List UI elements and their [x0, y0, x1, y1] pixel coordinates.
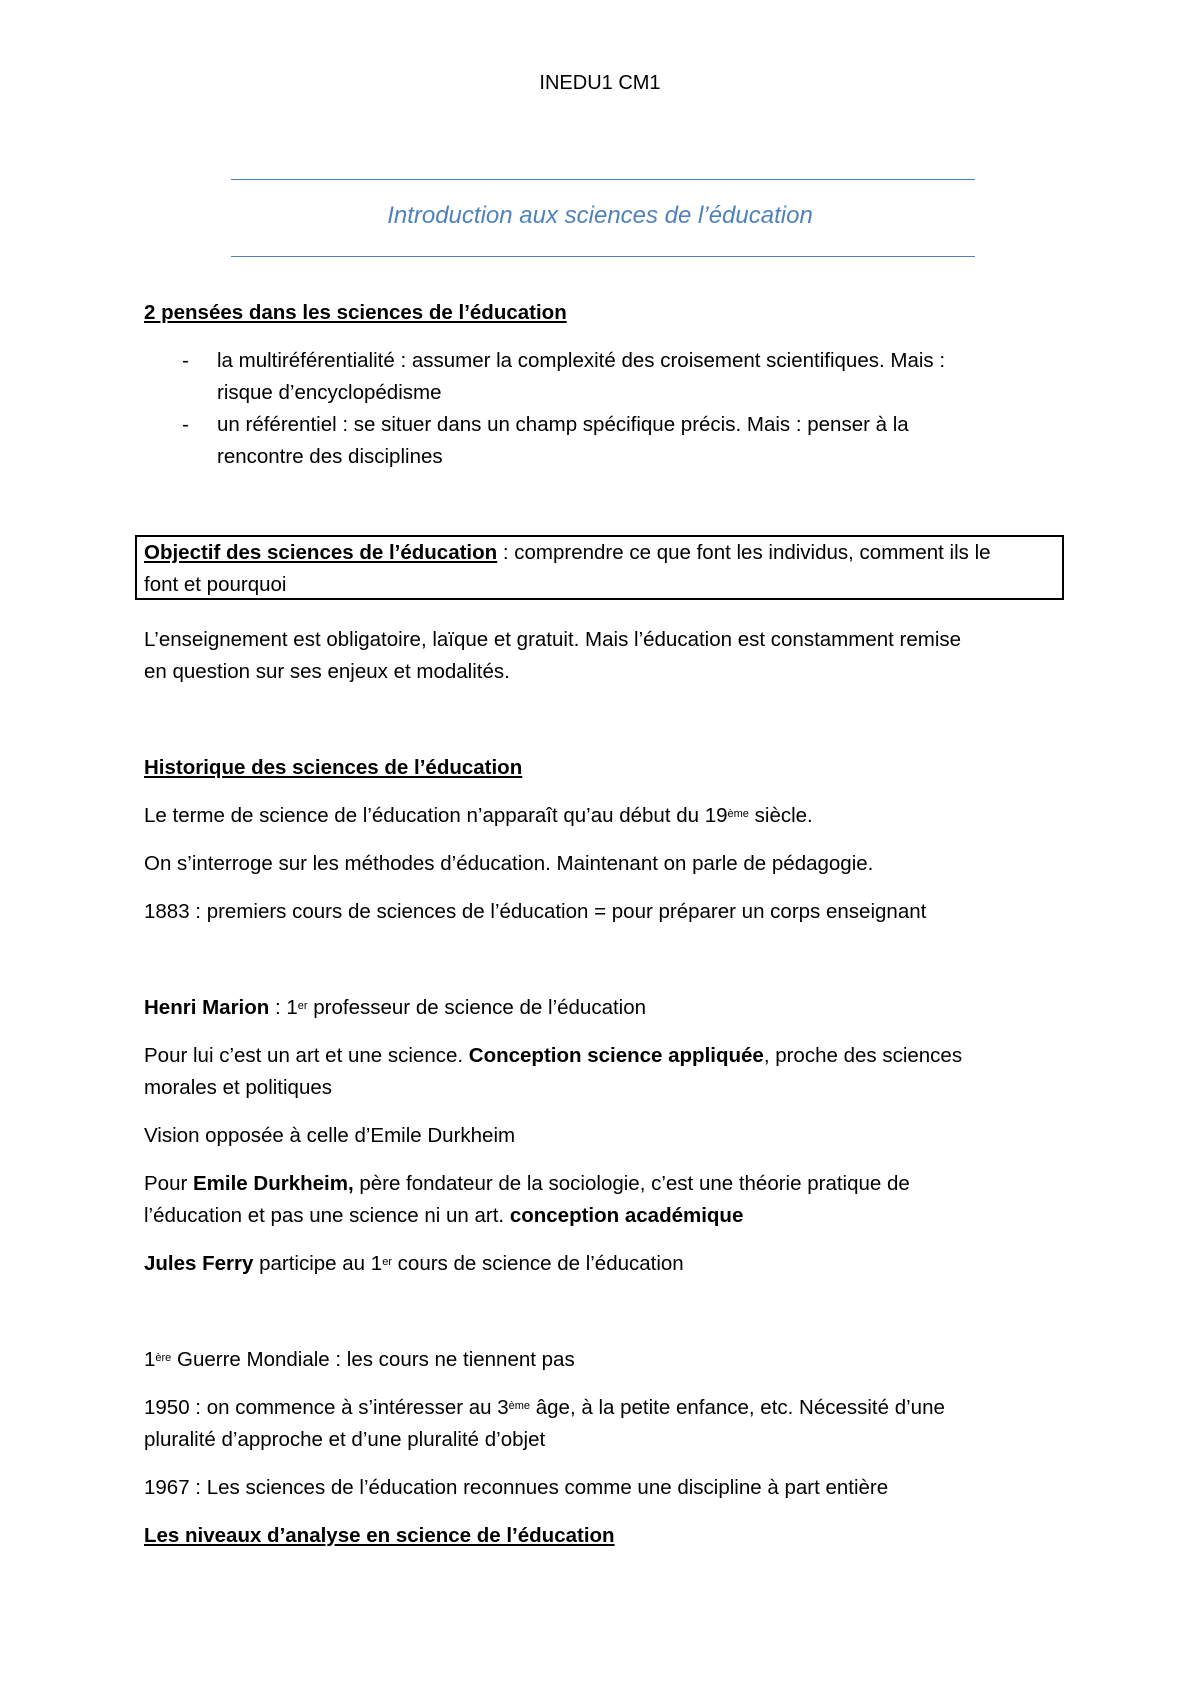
bullet-dash: -: [182, 349, 189, 372]
paragraph-art-science: Pour lui c’est un art et une science. Conception science appliquée, proche des sciences morales et politiques: [144, 1044, 963, 1099]
title-rule-bottom: [231, 256, 975, 257]
objectif-text: Objectif des sciences de l’éducation : comprendre ce que font les individus, comment ils le font et pourquoi: [144, 541, 991, 596]
paragraph-1967: 1967 : Les sciences de l’éducation reconnues comme une discipline à part entière: [144, 1476, 889, 1499]
paragraph-terme: Le terme de science de l’éducation n’apparaît qu’au début du 19ème siècle.: [144, 804, 813, 827]
section-heading-historique: Historique des sciences de l’éducation: [144, 756, 523, 779]
page-header: INEDU1 CM1: [539, 72, 661, 94]
paragraph-guerre: 1ère Guerre Mondiale : les cours ne tiennent pas: [144, 1348, 575, 1371]
paragraph-enseignement: L’enseignement est obligatoire, laïque et gratuit. Mais l’éducation est constamment remise en question sur ses enjeux et modalités.: [144, 628, 962, 683]
paragraph-methodes: On s’interroge sur les méthodes d’éducation. Maintenant on parle de pédagogie.: [144, 852, 874, 875]
section-heading-pensees: 2 pensées dans les sciences de l’éducation: [144, 301, 567, 324]
paragraph-vision: Vision opposée à celle d’Emile Durkheim: [144, 1124, 516, 1147]
paragraph-durkheim: Pour Emile Durkheim, père fondateur de la sociologie, c’est une théorie pratique de l’éducation et pas une science ni un art. conception académique: [144, 1172, 910, 1227]
paragraph-1883: 1883 : premiers cours de sciences de l’éducation = pour préparer un corps enseignant: [144, 900, 927, 923]
bullet-text: la multiréférentialité : assumer la complexité des croisement scientifiques. Mais : risque d’encyclopédisme: [217, 349, 946, 404]
paragraph-1950: 1950 : on commence à s’intéresser au 3ème âge, à la petite enfance, etc. Nécessité d’une pluralité d’approche et d’une pluralité d’objet: [144, 1396, 945, 1451]
title-rule-top: [231, 179, 975, 180]
document-title: Introduction aux sciences de l’éducation: [387, 202, 813, 229]
section-heading-niveaux: Les niveaux d’analyse en science de l’éducation: [144, 1524, 615, 1547]
bullet-dash: -: [182, 413, 189, 436]
bullet-text: un référentiel : se situer dans un champ spécifique précis. Mais : penser à la rencontre des disciplines: [217, 413, 909, 468]
paragraph-ferry: Jules Ferry participe au 1er cours de science de l’éducation: [144, 1252, 684, 1275]
paragraph-marion: Henri Marion : 1er professeur de science de l’éducation: [144, 996, 647, 1019]
